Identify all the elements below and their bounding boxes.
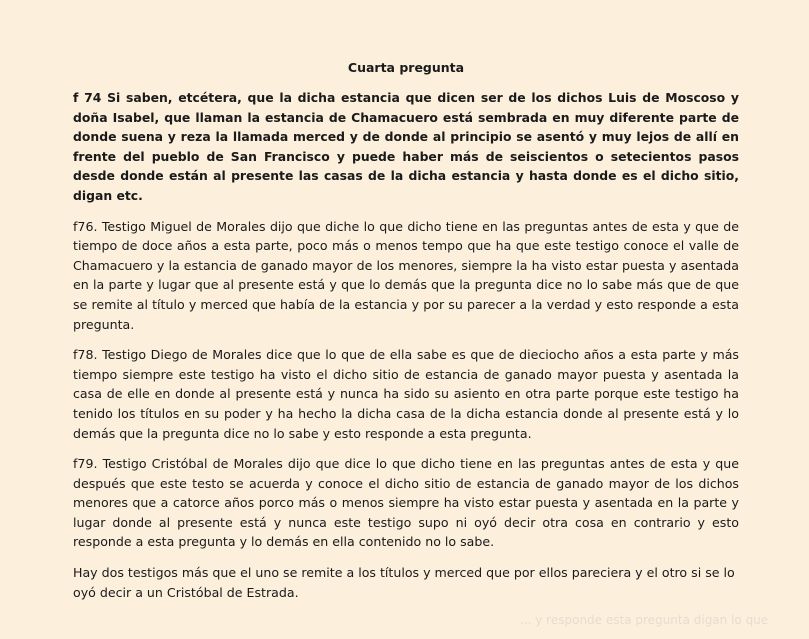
question-paragraph: f 74 Si saben, etcétera, que la dicha estancia que dicen ser de los dichos Luis de Moscoso y doña Isabel, que llaman la estancia de Chamacuero está sembrada en muy diferente parte de donde suena y reza la llamada merced y de donde al principio se asentó y muy lejos de allí en frente del pueblo de San Francisco y puede haber más de seiscientos o setecientos pasos desde donde están al presente las casas de la dicha estancia y hasta donde es el dicho sitio, digan etc. <box>73 90 739 203</box>
closing-paragraph: Hay dos testigos más que el uno se remite a los títulos y merced que por ellos pareciera y el otro si se lo oyó decir a un Cristóbal de Estrada. <box>73 565 735 600</box>
testimony-paragraph-f76: f76. Testigo Miguel de Morales dijo que diche lo que dicho tiene en las preguntas antes de esta y que de tiempo de doce años a esta parte, poco más o menos tempo que ha que este testigo conoce el valle de Chamacuero y la estancia de ganado mayor de los menores, siempre la ha visto estar puesta y asentada en la parte y lugar que al presente está y que lo demás que la pregunta dice no lo sabe más que de que se remite al título y merced que había de la estancia y por su parecer a la verdad y esto responde a esta pregunta. <box>73 218 739 332</box>
document-page <box>73 58 739 613</box>
page-title: Cuarta pregunta <box>347 60 465 75</box>
testimony-paragraph-f79: f79. Testigo Cristóbal de Morales dijo que dice lo que dicho tiene en las preguntas antes de esta y que después que este testo se acuerda y conoce el dicho sitio de estancia de ganado mayor de los dichos menores que a catorce años porco más o menos siempre ha visto estar puesta y asentada en la parte y lugar donde al presente está y nunca este testigo supo ni oyó decir otra cosa en contrario y esto responde a esta pregunta y lo demás en ella contenido no lo sabe. <box>73 456 739 550</box>
faint-bleed-text: ... y responde esta pregunta digan lo que <box>520 613 769 627</box>
testimony-paragraph-f78: f78. Testigo Diego de Morales dice que lo que de ella sabe es que de dieciocho años a esta parte y más tiempo siempre este testigo ha visto el dicho sitio de estancia de ganado mayor puesta y asentada la casa de elle en donde al presente está y nunca ha sido su asiento en otra parte porque este testigo ha tenido los títulos en su poder y ha hecho la dicha casa de la dicha estancia donde al presente está y lo demás que la pregunta dice no lo sabe y esto responde a esta pregunta. <box>73 347 739 441</box>
